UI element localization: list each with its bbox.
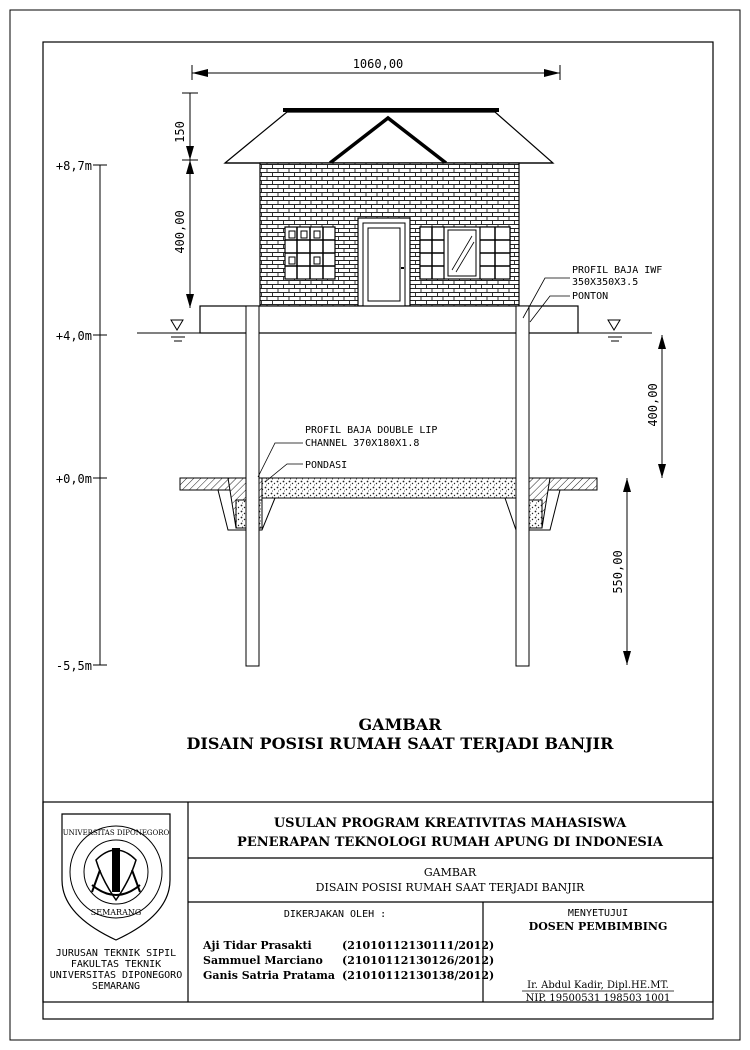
dimension-width bbox=[192, 57, 560, 80]
dept-line3: UNIVERSITAS DIPONEGORO bbox=[49, 970, 183, 981]
pile-right bbox=[516, 306, 529, 666]
author-name-1: Aji Tidar Prasakti bbox=[203, 939, 312, 952]
pontoon bbox=[137, 306, 652, 333]
program-line2: PENERAPAN TEKNOLOGI RUMAH APUNG DI INDONESIA bbox=[237, 835, 663, 850]
level-top-text: +8,7m bbox=[55, 159, 92, 173]
dimension-right-vertical bbox=[611, 335, 666, 665]
elevation-scale bbox=[56, 159, 107, 673]
roof bbox=[225, 110, 553, 163]
dim-float-height-text: 400,00 bbox=[646, 383, 660, 427]
logo-ring-top: UNIVERSITAS DIPONEGORO bbox=[62, 829, 170, 837]
label-iwf-line2: 350X350X3.5 bbox=[572, 277, 639, 288]
university-logo bbox=[62, 814, 170, 940]
dim-house-height-text: 400,00 bbox=[173, 210, 187, 254]
label-channel-line2: CHANNEL 370X180X1.8 bbox=[305, 438, 420, 449]
ground-foundation bbox=[180, 478, 597, 530]
author-nim-3: (21010112130138/2012) bbox=[342, 969, 495, 982]
supervisor-nip: NIP. 19500531 198503 1001 bbox=[525, 993, 671, 1004]
water-level-marker-left bbox=[168, 320, 188, 341]
water-level-marker-right bbox=[605, 320, 625, 341]
pile-left bbox=[246, 306, 259, 666]
author-name-3: Ganis Satria Pratama bbox=[203, 969, 335, 982]
label-ponton: PONTON bbox=[572, 291, 609, 302]
dim-roof-height-text: 150 bbox=[173, 121, 187, 143]
approved-label: MENYETUJUI bbox=[567, 908, 629, 919]
window-left bbox=[285, 227, 335, 279]
author-nim-2: (21010112130126/2012) bbox=[342, 954, 495, 967]
supervisor-name: Ir. Abdul Kadir, Dipl.HE.MT. bbox=[527, 980, 669, 991]
door bbox=[358, 218, 410, 306]
caption-subtitle: DISAIN POSISI RUMAH SAAT TERJADI BANJIR bbox=[186, 734, 614, 753]
drawing-title: DISAIN POSISI RUMAH SAAT TERJADI BANJIR bbox=[315, 881, 585, 894]
drawing-label: GAMBAR bbox=[423, 866, 477, 879]
level-bottom-text: -5,5m bbox=[55, 659, 92, 673]
window-right bbox=[420, 227, 510, 279]
program-line1: USULAN PROGRAM KREATIVITAS MAHASISWA bbox=[273, 816, 627, 831]
dept-line2: FAKULTAS TEKNIK bbox=[70, 959, 162, 970]
logo-ring-bottom: SEMARANG bbox=[90, 908, 142, 917]
label-channel bbox=[258, 425, 437, 482]
author-nim-1: (21010112130111/2012) bbox=[342, 939, 495, 952]
supervisor-role: DOSEN PEMBIMBING bbox=[528, 920, 668, 933]
dim-pile-depth-text: 550,00 bbox=[611, 550, 625, 594]
label-iwf-line1: PROFIL BAJA IWF bbox=[572, 265, 663, 276]
label-pondasi: PONDASI bbox=[305, 460, 348, 471]
level-ground-text: +0,0m bbox=[55, 472, 92, 486]
prepared-by-label: DIKERJAKAN OLEH : bbox=[283, 909, 387, 920]
dept-line1: JURUSAN TEKNIK SIPIL bbox=[55, 948, 177, 959]
dept-line4: SEMARANG bbox=[91, 981, 141, 992]
caption-title: GAMBAR bbox=[358, 715, 442, 734]
author-name-2: Sammuel Marciano bbox=[203, 954, 323, 967]
label-channel-line1: PROFIL BAJA DOUBLE LIP bbox=[305, 425, 438, 436]
level-float-text: +4,0m bbox=[55, 329, 92, 343]
dimension-left-vertical bbox=[173, 93, 198, 308]
dim-width-text: 1060,00 bbox=[352, 57, 404, 71]
